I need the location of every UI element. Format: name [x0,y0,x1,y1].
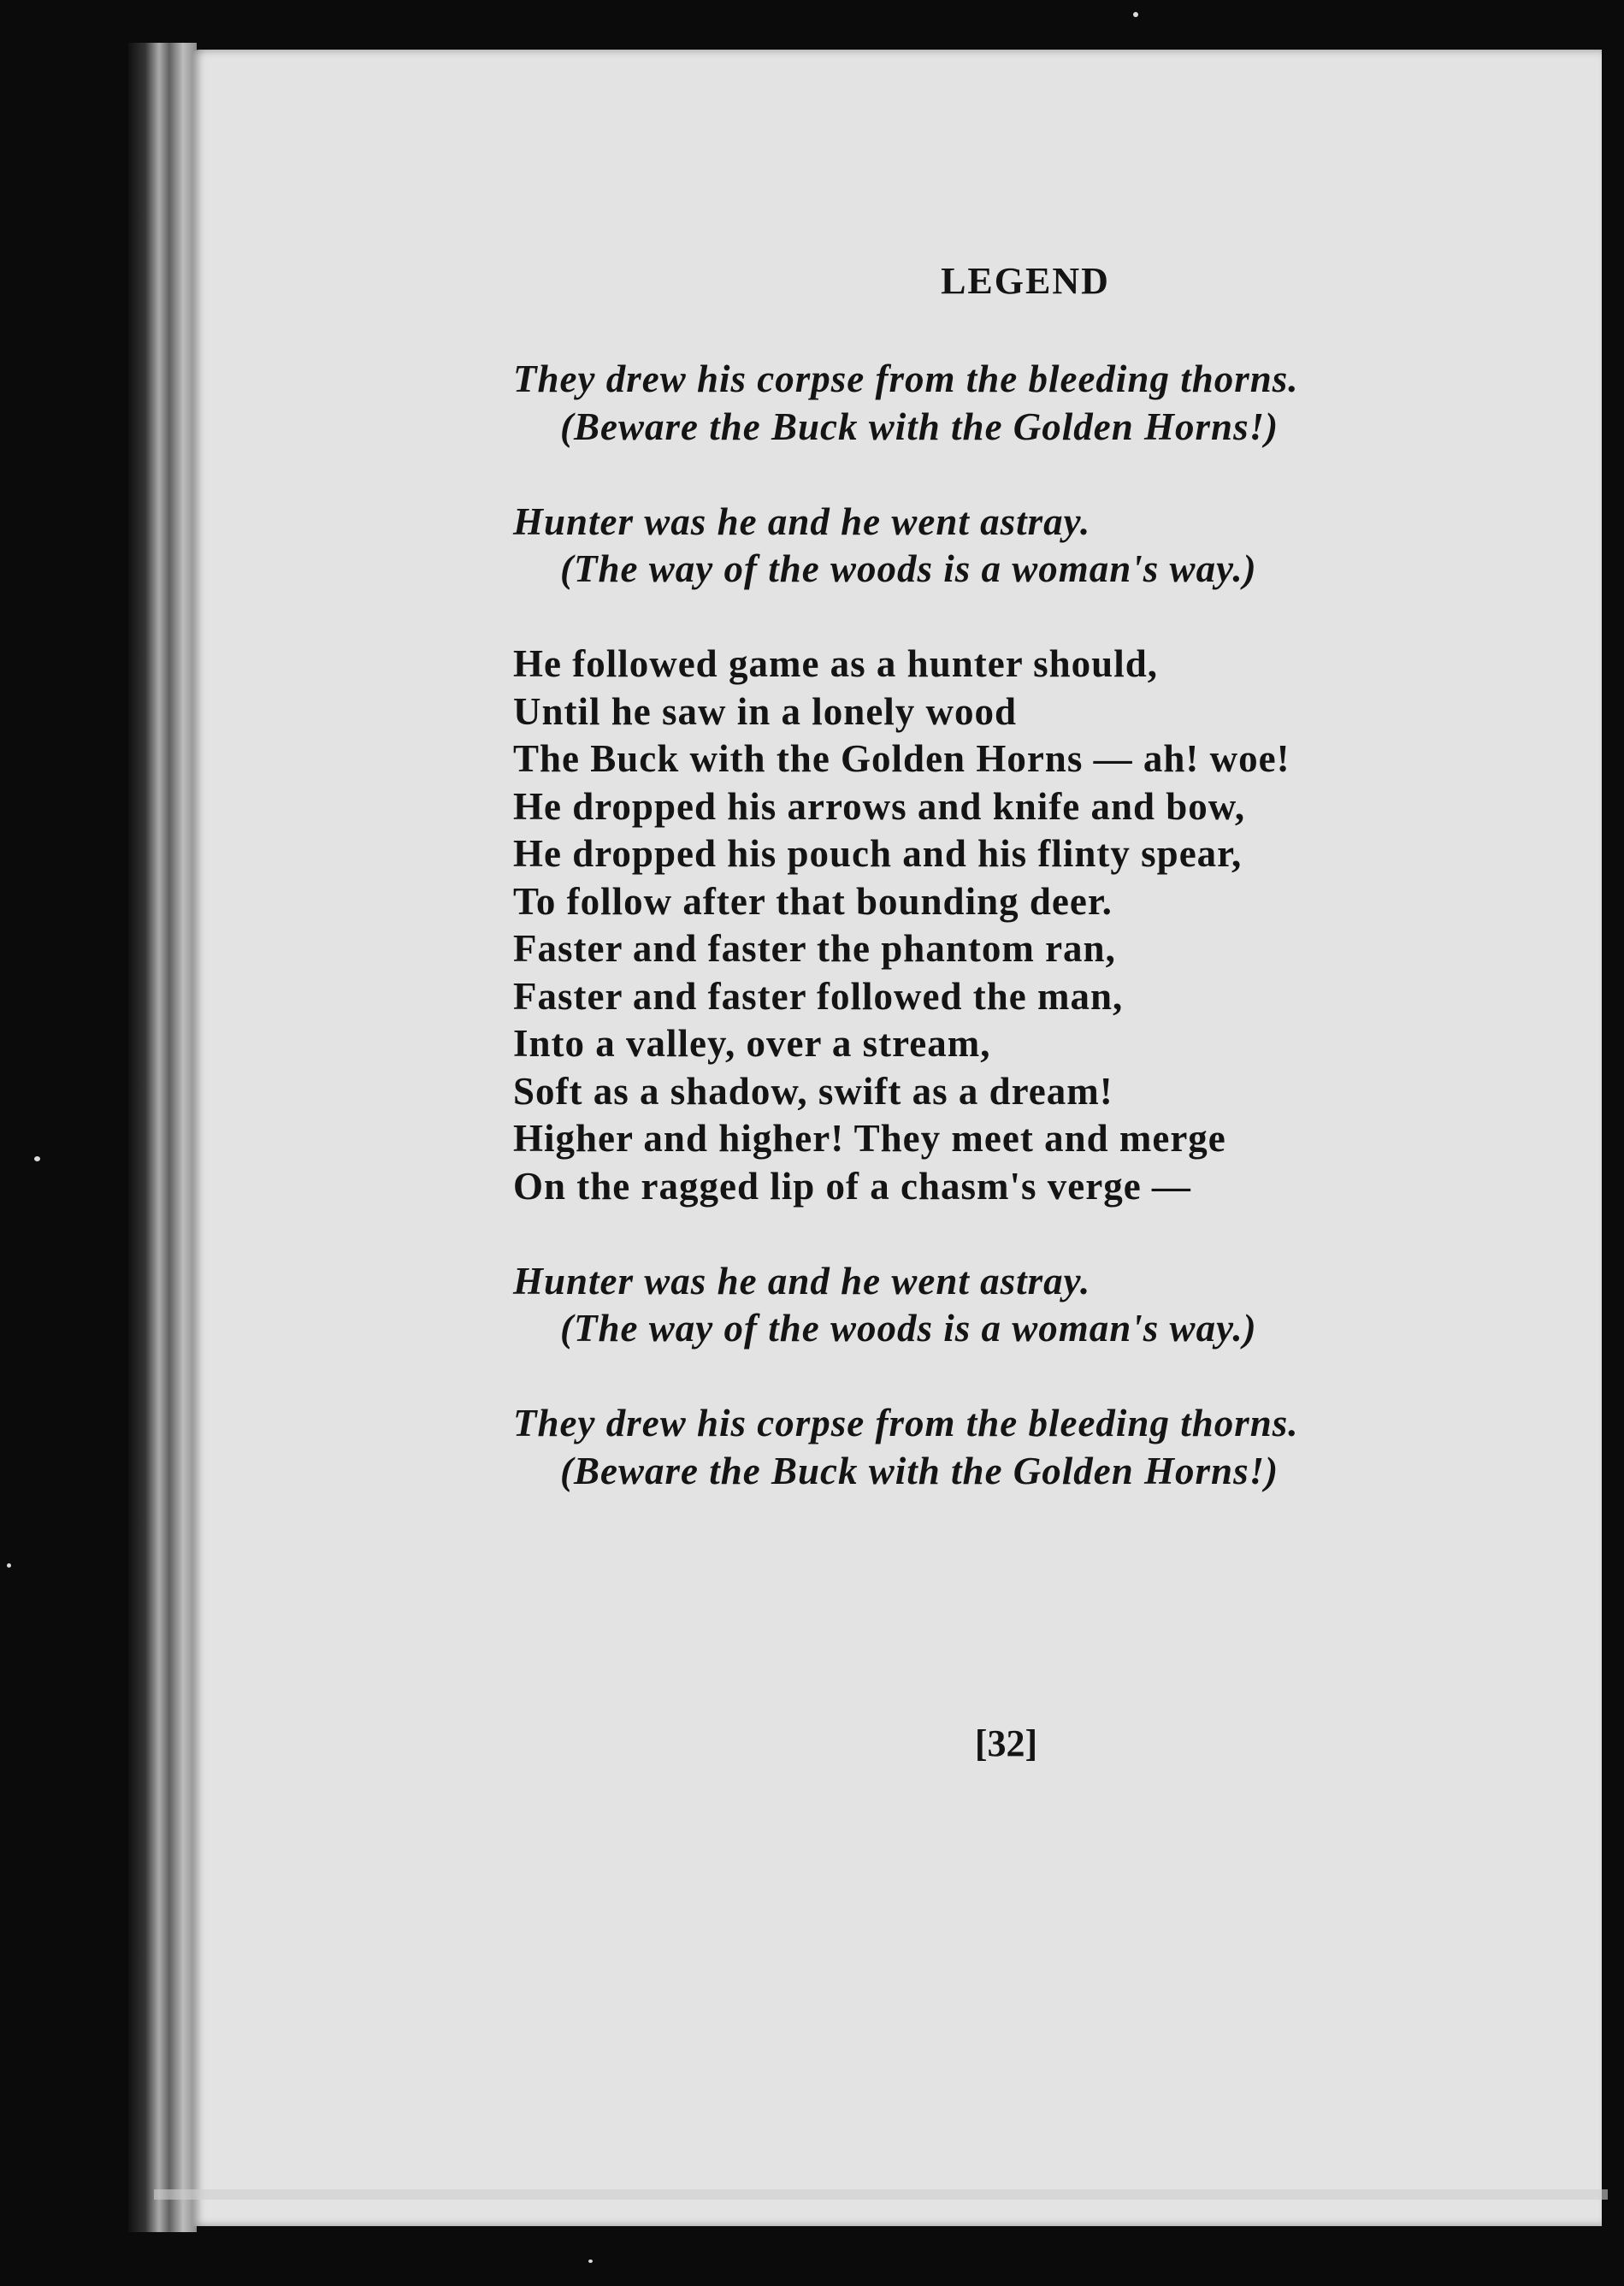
poem-line: He dropped his pouch and his flinty spear, [513,832,1243,875]
poem-line: (Beware the Buck with the Golden Horns!) [560,1449,1279,1492]
stanza-break [513,451,1582,499]
dust-speck [1133,12,1138,17]
poem-body [513,356,1582,1495]
page-number: [32] [974,1722,1038,1764]
poem-line: Into a valley, over a stream, [513,1022,991,1065]
dust-speck [7,1563,11,1568]
poem-line: To follow after that bounding deer. [513,879,1113,923]
poem-line: Until he saw in a lonely wood [513,689,1018,733]
poem-line: He followed game as a hunter should, [513,642,1158,685]
stanza-break [513,1353,1582,1401]
poem-line: Faster and faster followed the man, [513,974,1124,1018]
poem-line: They drew his corpse from the bleeding thorns. [513,1402,1299,1444]
poem-line: (The way of the woods is a woman's way.) [560,1307,1257,1350]
poem-line: On the ragged lip of a chasm's verge — [513,1164,1191,1208]
poem-line: They drew his corpse from the bleeding thorns. [513,357,1299,400]
stanza-break [513,594,1582,641]
poem-line: The Buck with the Golden Horns — ah! woe! [513,737,1290,780]
poem-line: Hunter was he and he went astray. [513,499,1091,543]
poem-line: Soft as a shadow, swift as a dream! [513,1069,1113,1113]
poem-line: He dropped his arrows and knife and bow, [513,784,1246,828]
page-edge [154,2189,1608,2200]
poem-line: Faster and faster the phantom ran, [513,927,1116,970]
book-page [192,50,1602,2226]
poem-line: (The way of the woods is a woman's way.) [560,547,1257,590]
dust-speck [34,1156,40,1161]
poem-line: Hunter was he and he went astray. [513,1259,1091,1302]
dust-speck [588,2259,593,2263]
poem-line: Higher and higher! They meet and merge [513,1117,1226,1160]
poem-line: (Beware the Buck with the Golden Horns!) [560,405,1279,448]
book-spine [128,43,197,2232]
poem-title: LEGEND [941,260,1110,302]
stanza-break [513,1210,1582,1258]
